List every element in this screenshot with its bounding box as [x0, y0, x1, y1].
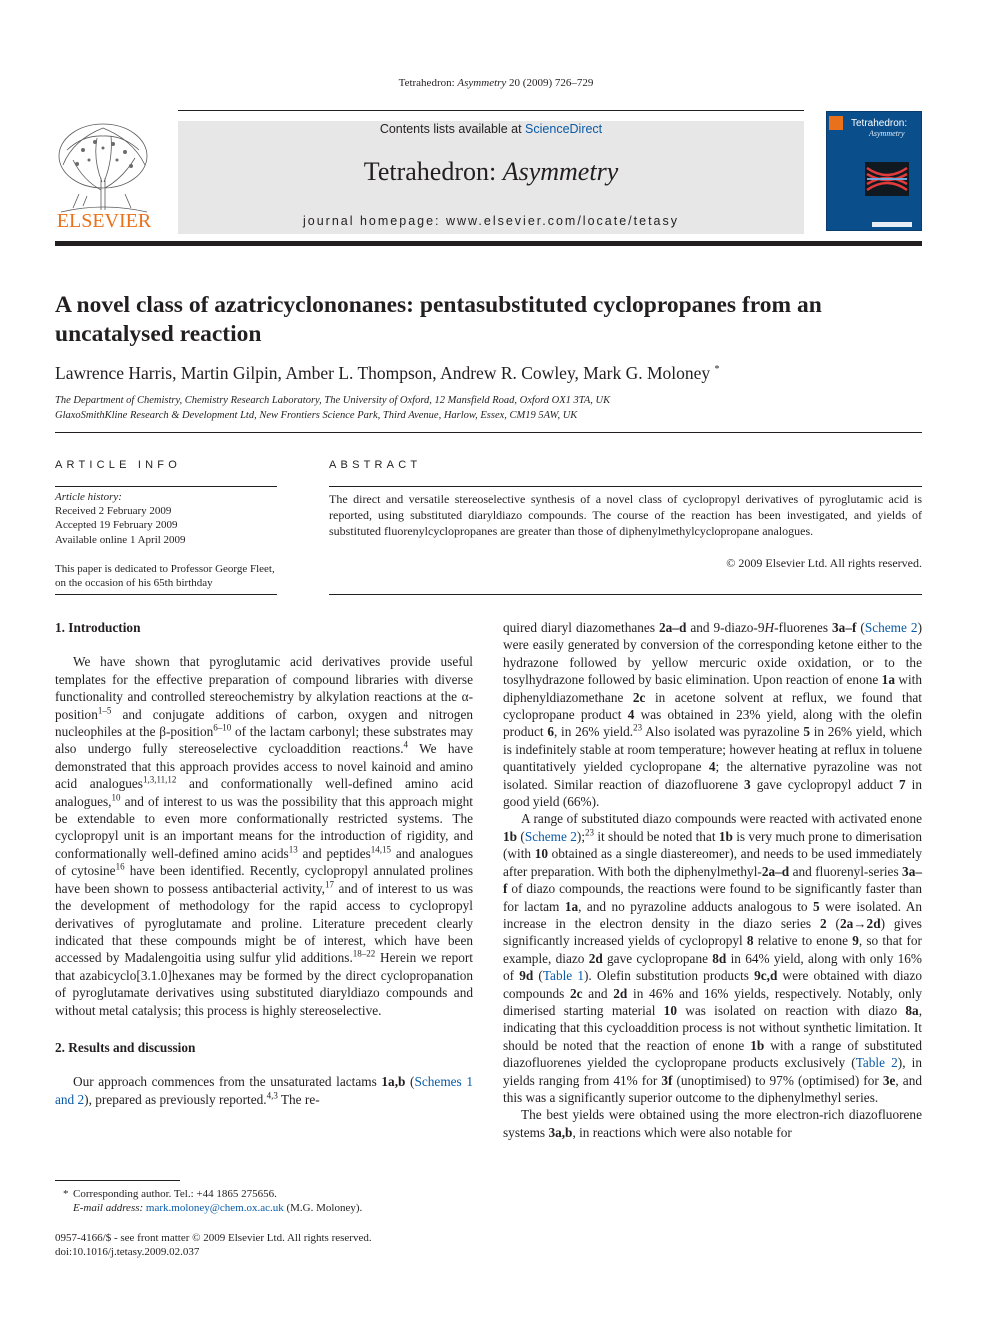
email-link[interactable]: mark.moloney@chem.ox.ac.uk	[145, 1202, 284, 1215]
title-divider	[55, 432, 922, 433]
journal-homepage[interactable]: journal homepage: www.elsevier.com/locate/tetasy	[302, 214, 679, 228]
masthead-top-rule	[178, 110, 804, 111]
results-continued-paragraph: quired diaryl diazomethanes 2a–d and 9-diazo-9H-fluorenes 3a–f (Scheme 2) were easily generated by conversion of the corresponding ketone either to the hydrazone followed by yellow mercuric oxide oxidation, or to the tosylhydrazone followed by basic elimination. Upon reaction of enone 1a with diphenyldiazomethane 2c in acetone solvent at reflux, we found that cyclopropane product 4 was obtained in 23% yield, along with the olefin product 6, in 26% yield.$^{23}$ Also isolated was pyrazoline 5 in 26% yield, which is indefinitely stable at room temperature; however heating at reflux in toluene quantitatively yielded cyclopropane 4; the alternative pyrazoline was not isolated. Similar reaction of diazofluorene 3 gave cyclopropyl adduct 7 in good yield (66%).	[503, 620, 923, 810]
corresponding-author-mark[interactable]: *	[714, 364, 720, 376]
journal-name: Tetrahedron: Asymmetry	[363, 157, 619, 186]
doi-line[interactable]: doi:10.1016/j.tetasy.2009.02.037	[55, 1246, 200, 1259]
article-info-rule-top	[55, 486, 277, 487]
sciencedirect-link[interactable]: ScienceDirect	[525, 122, 603, 136]
header-rule	[55, 241, 922, 246]
cover-logo-mark	[829, 116, 843, 130]
issn-doi	[55, 1231, 475, 1259]
article-info-rule-bottom	[55, 594, 277, 595]
journal-masthead	[178, 121, 804, 234]
schemes-link[interactable]: Schemes 1 and 2	[55, 1074, 473, 1107]
abstract-heading: ABSTRACT	[329, 459, 422, 471]
cover-artwork	[865, 162, 909, 196]
abstract-copyright: © 2009 Elsevier Ltd. All rights reserved.	[726, 556, 922, 570]
dedication: This paper is dedicated to Professor George Fleet, on the occasion of his 65th birthday	[55, 563, 275, 590]
body-column-right	[503, 619, 922, 1141]
history-label: Article history:	[55, 491, 122, 503]
scheme-2-link-2[interactable]: Scheme 2	[524, 828, 577, 844]
contents-line: Contents lists available at ScienceDirect	[379, 122, 603, 136]
corresponding-author-tel: Corresponding author. Tel.: +44 1865 275656.	[73, 1188, 277, 1200]
table-2-link[interactable]: Table 2	[855, 1055, 898, 1071]
affiliation-gsk: GlaxoSmithKline Research & Development Ltd, New Frontiers Science Park, Third Avenue, Harlow, Essex, CM19 5AW, UK	[55, 409, 578, 421]
author-list: Lawrence Harris, Martin Gilpin, Amber L. Thompson, Andrew R. Cowley, Mark G. Moloney *	[55, 363, 720, 383]
accepted-date: Accepted 19 February 2009	[55, 519, 178, 532]
received-date: Received 2 February 2009	[55, 505, 172, 518]
scheme-2-link[interactable]: Scheme 2	[864, 620, 918, 635]
cover-footer-strip	[872, 222, 912, 227]
footnote-rule	[55, 1180, 180, 1181]
article-title: A novel class of azatricyclononanes: pentasubstituted cyclopropanes from an uncatalysed reaction	[55, 292, 822, 347]
affiliations	[55, 394, 922, 423]
affiliation-oxford: The Department of Chemistry, Chemistry Research Laboratory, The University of Oxford, 12 Mansfield Road, Oxford OX1 3TA, UK	[55, 395, 611, 406]
section-heading-introduction: 1. Introduction	[55, 620, 141, 635]
abstract-rule-bottom	[329, 594, 922, 595]
article-history	[55, 490, 277, 547]
results-paragraph: Our approach commences from the unsaturated lactams 1a,b (Schemes 1 and 2), prepared as previously reported.$^{4,3}$ The re-	[55, 1074, 473, 1107]
journal-citation: Tetrahedron: Asymmetry 20 (2009) 726–729	[398, 77, 594, 89]
electron-rich-paragraph: The best yields were obtained using the more electron-rich diazofluorene systems 3a,b, in reactions which were also notable for	[503, 1107, 922, 1140]
corresponding-author-footnote	[55, 1187, 475, 1215]
footnote-star: *	[63, 1188, 69, 1200]
elsevier-wordmark: ELSEVIER	[56, 210, 152, 232]
cover-title: Tetrahedron:	[851, 118, 908, 129]
online-date: Available online 1 April 2009	[55, 533, 186, 546]
cover-subtitle: Asymmetry	[869, 129, 905, 138]
intro-paragraph: We have shown that pyroglutamic acid derivatives provide useful templates for the effective preparation of compound libraries with diverse functionality and controlled stereochemistry by alkylation reactions at the α-position$^{1-5}$ and conjugate additions of carbon, oxygen and nitrogen nucleophiles at the β-position$^{6-10}$ of the lactam carbonyl; these substrates may also undergo fully stereoselective cycloaddition reactions.$^4$ We have demonstrated that this approach provides access to novel kainoid and amino acid analogues$^{1,3,11,12}$ and conformationally well-defined amino acid analogues,$^{10}$ and of interest to us was the possibility that this approach might be extendable to even more conformationally restricted systems. The cyclopropyl unit is an important means for the introduction of rigidity, and conformationally well-defined amino acids$^{13}$ and peptides$^{14,15}$ and analogues of cytosine$^{16}$ have been identified. Recently, cyclopropyl annulated prolines have been shown to possess antibacterial activity,$^{17}$ and of interest to us was the development of methodology for the rapid access to cyclopropyl derivatives of pyroglutamate and proline. Literature precedent clearly indicated that these compounds might be of interest, which have been accessed by Madalengoitia using sulfur ylid additions.$^{18-22}$ Herein we report that azabicyclo[3.1.0]hexanes may be formed by the direct cyclopropanation of pyroglutamate derivatives using substituted diaryldiazo compounds and without metal catalysis; this process is highly stereoselective.	[55, 654, 474, 1018]
table-1-link[interactable]: Table 1	[542, 968, 584, 984]
substituted-diazo-paragraph: A range of substituted diazo compounds were reacted with activated enone 1b (Scheme 2);$^{23}$ it should be noted that 1b is very much prone to dimerisation (with 10 obtained as a single diastereomer), and needs to be used immediately after preparation. With both the diphenylmethyl-2a–d and fluorenyl-series 3a–f of diazo compounds, the reactions were found to be significantly faster than for lactam 1a, and no pyrazoline adducts analogous to 5 were isolated. An increase in the electron density in the diazo series 2 (2a→2d) gives significantly increased yields of cyclopropyl 8 relative to enone 9, so that for example, diazo 2d gave cyclopropane 8d in 64% yield, along with only 16% of 9d (Table 1). Olefin substitution products 9c,d were obtained with diazo compounds 2c and 2d in 46% and 16% yields, respectively. Notably, only dimerised starting material 10 was isolated on reaction with diazo 8a, indicating that this cycloaddition process is not without synthetic limitation. It should be noted that the reaction of enone 1b with a range of substituted diazofluorenes yielded the cyclopropane products exclusively (Table 2), in yields ranging from 41% for 3f (unoptimised) to 97% (optimised) for 3e, and this was a significantly superior outcome to the diphenylmethyl series.	[503, 811, 923, 1105]
abstract-rule-top	[329, 486, 922, 487]
issn-line: 0957-4166/$ - see front matter © 2009 Elsevier Ltd. All rights reserved.	[55, 1232, 372, 1244]
article-info-heading: ARTICLE INFO	[55, 459, 181, 471]
section-heading-results: 2. Results and discussion	[55, 1039, 196, 1055]
abstract-text: The direct and versatile stereoselective synthesis of a novel class of cyclopropyl derivatives of pyroglutamic acid is reported, using substituted diaryldiazo compounds. The course of the reaction has been investigated, and yields of substituted fluorenylcyclopropanes are greater than those of diphenylmethylcyclopropane analogues.	[329, 492, 922, 539]
corresponding-author-email: E-mail address: mark.moloney@chem.ox.ac.uk (M.G. Moloney).	[73, 1202, 363, 1215]
journal-cover-image	[826, 111, 922, 231]
body-column-left	[55, 619, 473, 1108]
